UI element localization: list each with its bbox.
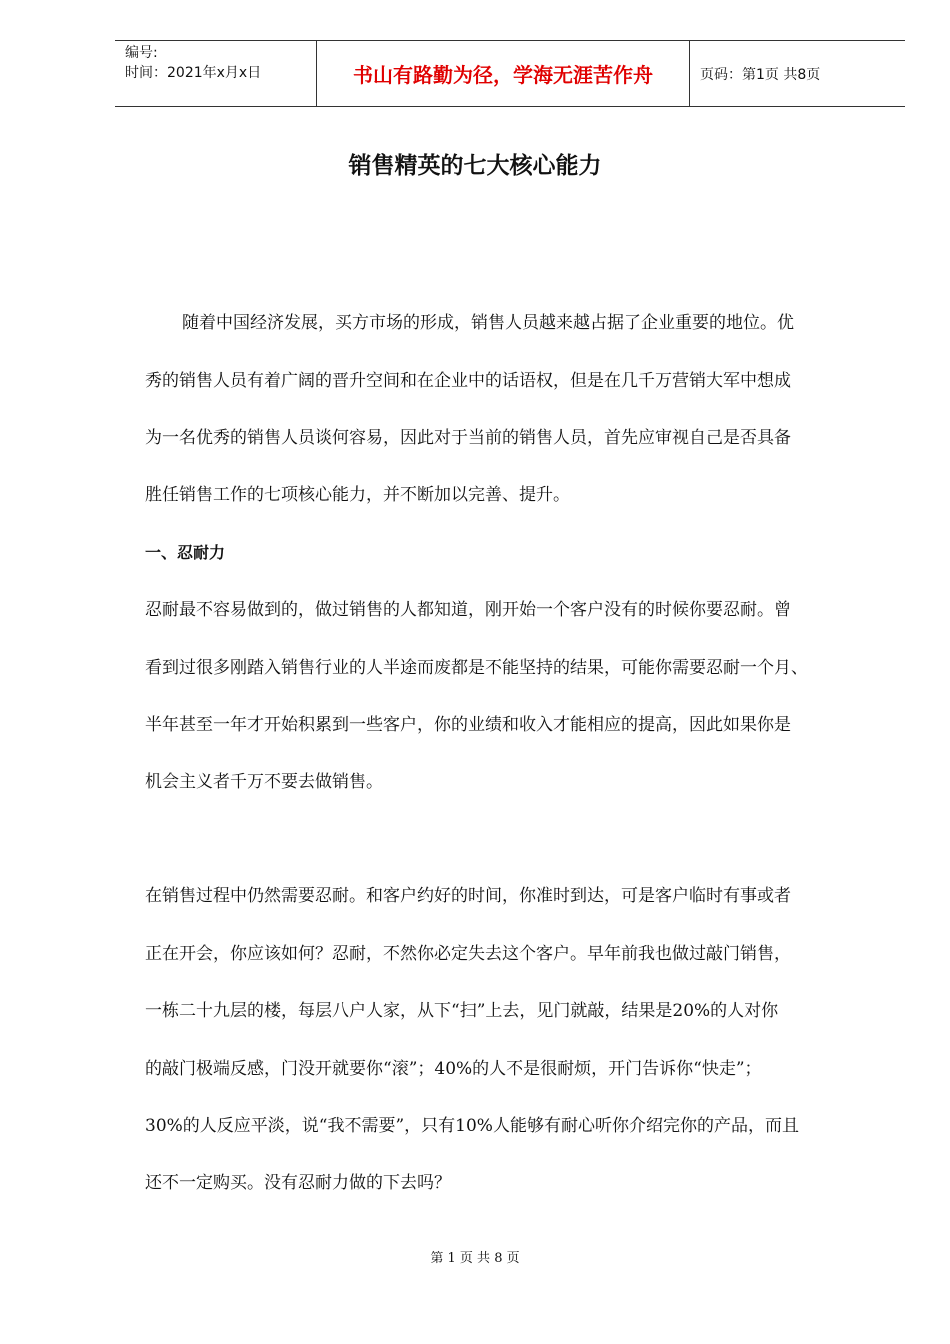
paragraph-line: 一栋二十九层的楼，每层八户人家，从下“扫”上去，见门就敲，结果是20%的人对你 <box>145 1001 779 1021</box>
paragraph-line: 秀的销售人员有着广阔的晋升空间和在企业中的话语权，但是在几千万营销大军中想成 <box>145 371 791 391</box>
paragraph-line: 胜任销售工作的七项核心能力，并不断加以完善、提升。 <box>145 485 570 505</box>
paragraph-line: 的敲门极端反感，门没开就要你“滚”；40%的人不是很耐烦，开门告诉你“快走”； <box>145 1059 762 1079</box>
document-title: 销售精英的七大核心能力 <box>348 153 602 179</box>
paragraph-line: 30%的人反应平淡，说“我不需要”，只有10%人能够有耐心听你介绍完你的产品，而且 <box>145 1116 799 1136</box>
paragraph-line: 在销售过程中仍然需要忍耐。和客户约好的时间，你准时到达，可是客户临时有事或者 <box>145 886 791 906</box>
paragraph-line: 随着中国经济发展，买方市场的形成，销售人员越来越占据了企业重要的地位。优 <box>182 313 794 333</box>
header-meta <box>115 41 316 106</box>
paragraph-line: 忍耐最不容易做到的，做过销售的人都知道，刚开始一个客户没有的时候你要忍耐。曾 <box>145 600 791 620</box>
paragraph-line: 半年甚至一年才开始积累到一些客户，你的业绩和收入才能相应的提高，因此如果你是 <box>145 715 791 735</box>
header-motto: 书山有路勤为径，学海无涯苦作舟 <box>316 41 690 106</box>
page-footer: 第 1 页 共 8 页 <box>430 1251 520 1266</box>
section-heading: 一、忍耐力 <box>145 543 226 562</box>
time-label: 时间：2021年x月x日 <box>125 65 262 81</box>
header-page-info: 页码：第1页 共8页 <box>700 66 821 83</box>
paragraph-line: 还不一定购买。没有忍耐力做的下去吗？ <box>145 1173 451 1193</box>
paragraph-line: 正在开会，你应该如何？忍耐，不然你必定失去这个客户。早年前我也做过敲门销售， <box>145 944 791 964</box>
paragraph-line: 机会主义者千万不要去做销售。 <box>145 772 383 792</box>
paragraph-line: 看到过很多刚踏入销售行业的人半途而废都是不能坚持的结果，可能你需要忍耐一个月、 <box>145 658 808 678</box>
number-label: 编号: <box>125 45 158 61</box>
page-header <box>115 40 905 107</box>
paragraph-line: 为一名优秀的销售人员谈何容易，因此对于当前的销售人员，首先应审视自己是否具备 <box>145 428 791 448</box>
